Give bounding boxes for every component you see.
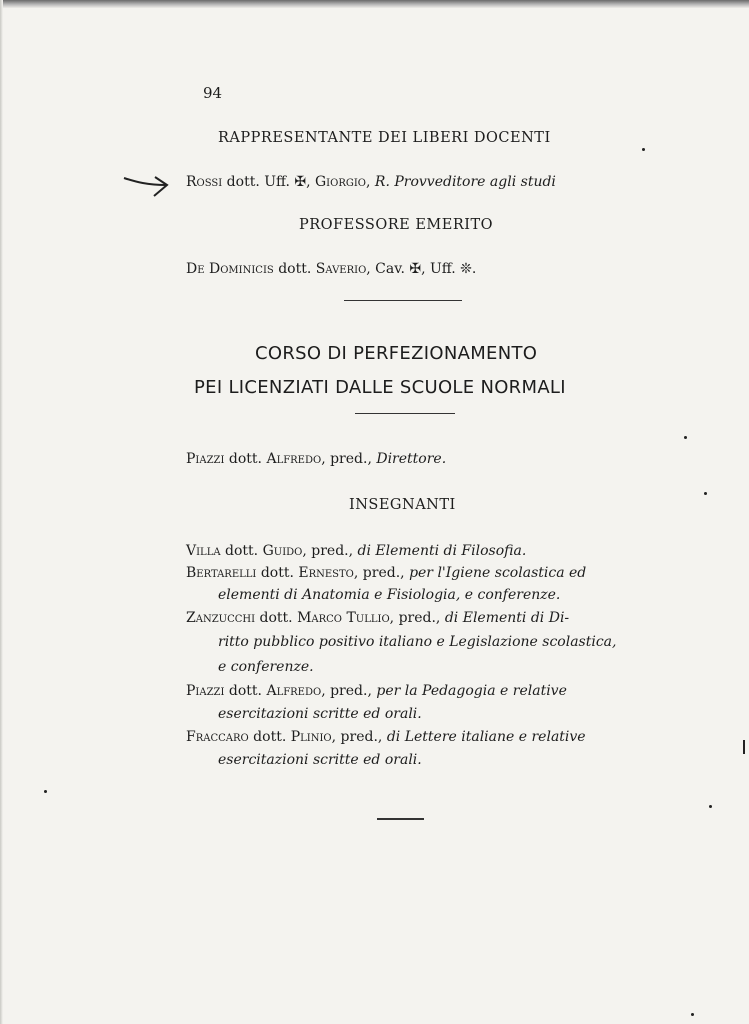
entry-bertarelli-continued: elementi di Anatomia e Fisiologia, e conferenze.	[218, 587, 561, 603]
entry-piazzi-continued: esercitazioni scritte ed orali.	[218, 706, 422, 722]
entry-villa: Villa dott. Guido, pred., di Elementi di Filosofia.	[186, 543, 527, 559]
pred: pred.,	[340, 729, 383, 745]
page-top-edge	[0, 0, 749, 8]
entry-fraccaro: Fraccaro dott. Plinio, pred., di Lettere italiane e relative	[186, 729, 586, 745]
surname: Villa	[186, 543, 221, 559]
surname: Bertarelli	[186, 565, 257, 581]
divider-rule	[355, 413, 455, 414]
surname: Zanzucchi	[186, 610, 256, 626]
given-name: Marco Tullio	[297, 610, 390, 626]
entry-rossi: Rossi dott. Uff. ✠, Giorgio, R. Provveditore agli studi	[186, 174, 556, 190]
page-number: 94	[203, 84, 223, 102]
surname: Piazzi	[186, 451, 225, 467]
subject: di Elementi di Filosofia.	[357, 543, 527, 559]
scan-speck	[704, 492, 707, 495]
pred: pred.,	[330, 683, 372, 699]
title: dott.	[278, 261, 312, 277]
role: R. Provveditore agli studi	[374, 174, 556, 190]
given-name: Plinio	[290, 729, 332, 745]
scan-speck	[691, 1013, 694, 1016]
surname: De Dominicis	[186, 261, 274, 277]
surname: Fraccaro	[186, 729, 249, 745]
surname: Piazzi	[186, 683, 225, 699]
given-name: Saverio	[315, 261, 367, 277]
pred: pred.,	[362, 565, 405, 581]
entry-fraccaro-continued: esercitazioni scritte ed orali.	[218, 752, 422, 768]
divider-rule	[344, 300, 462, 301]
corso-title-line2: PEI LICENZIATI DALLE SCUOLE NORMALI	[194, 377, 566, 398]
honors: Cav. ✠, Uff. ❊.	[375, 261, 477, 277]
page-left-edge	[0, 0, 3, 1024]
entry-bertarelli: Bertarelli dott. Ernesto, pred., per l'Igiene scolastica ed	[186, 565, 587, 581]
closing-rule	[377, 818, 424, 820]
given-name: Alfredo	[266, 683, 322, 699]
title: dott.	[259, 610, 293, 626]
given-name: Ernesto	[298, 565, 354, 581]
title: dott.	[228, 451, 262, 467]
scan-speck	[44, 790, 47, 793]
pred: pred.,	[311, 543, 354, 559]
title: dott. Uff. ✠,	[226, 174, 311, 190]
heading-liberi-docenti: RAPPRESENTANTE DEI LIBERI DOCENTI	[218, 130, 551, 146]
subject: per l'Igiene scolastica ed	[409, 565, 587, 581]
surname: Rossi	[186, 174, 223, 190]
given-name: Giorgio	[315, 174, 366, 190]
subject: per la Pedagogia e relative	[376, 683, 567, 699]
entry-piazzi: Piazzi dott. Alfredo, pred., per la Pedagogia e relative	[186, 683, 567, 699]
given-name: Alfredo	[266, 451, 322, 467]
scan-speck	[684, 436, 687, 439]
heading-insegnanti: INSEGNANTI	[349, 497, 456, 513]
title: dott.	[260, 565, 294, 581]
title: dott.	[225, 543, 259, 559]
pred: pred.,	[398, 610, 441, 626]
entry-direttore: Piazzi dott. Alfredo, pred., Direttore.	[186, 451, 447, 467]
role: Direttore.	[376, 451, 447, 467]
title: dott.	[228, 683, 262, 699]
corso-title-line1: CORSO DI PERFEZIONAMENTO	[255, 343, 538, 364]
entry-zanzucchi-continued: e conferenze.	[218, 659, 314, 675]
pred: pred.,	[330, 451, 372, 467]
entry-de-dominicis: De Dominicis dott. Saverio, Cav. ✠, Uff. ❊.	[186, 261, 477, 277]
subject: di Lettere italiane e relative	[386, 729, 586, 745]
handwritten-arrow-icon	[122, 168, 170, 200]
subject: di Elementi di Di-	[444, 610, 570, 626]
scan-speck	[709, 805, 712, 808]
entry-zanzucchi: Zanzucchi dott. Marco Tullio, pred., di Elementi di Di-	[186, 610, 570, 626]
given-name: Guido	[262, 543, 303, 559]
scan-edge-mark	[743, 740, 745, 754]
title: dott.	[253, 729, 287, 745]
scan-speck	[642, 148, 645, 151]
entry-zanzucchi-continued: ritto pubblico positivo italiano e Legislazione scolastica,	[218, 634, 617, 650]
heading-emerito: PROFESSORE EMERITO	[299, 217, 494, 233]
